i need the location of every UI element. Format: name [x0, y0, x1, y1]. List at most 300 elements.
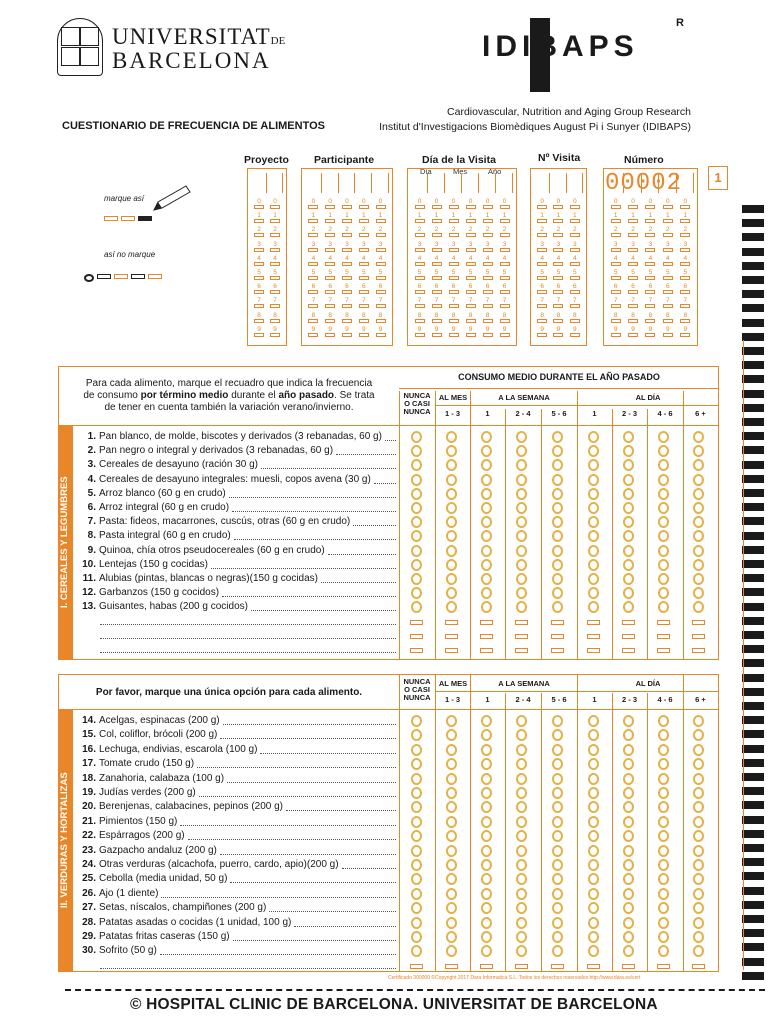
digit-cell[interactable] [499, 199, 511, 209]
digit-cell[interactable] [253, 270, 265, 280]
digit-box[interactable] [611, 262, 621, 266]
digit-cell[interactable] [679, 284, 691, 294]
frequency-bubble[interactable] [588, 773, 599, 785]
frequency-bubble[interactable] [481, 888, 492, 900]
write-in-slot[interactable] [411, 173, 428, 193]
digit-cell[interactable] [307, 242, 319, 252]
digit-box[interactable] [645, 233, 655, 237]
digit-cell[interactable] [679, 227, 691, 237]
frequency-bubble[interactable] [623, 787, 634, 799]
digit-box[interactable] [628, 304, 638, 308]
write-in-slot[interactable] [305, 173, 322, 193]
digit-box[interactable] [663, 290, 673, 294]
frequency-bubble[interactable] [446, 474, 457, 486]
write-in-box[interactable] [410, 648, 423, 653]
digit-box[interactable] [570, 262, 580, 266]
digit-cell[interactable] [536, 270, 548, 280]
frequency-bubble[interactable] [623, 773, 634, 785]
digit-box[interactable] [308, 248, 318, 252]
write-in-box[interactable] [657, 648, 670, 653]
digit-box[interactable] [611, 290, 621, 294]
digit-box[interactable] [500, 248, 510, 252]
frequency-bubble[interactable] [658, 917, 669, 929]
digit-box[interactable] [432, 333, 442, 337]
frequency-bubble[interactable] [446, 917, 457, 929]
frequency-bubble[interactable] [623, 845, 634, 857]
digit-box[interactable] [376, 205, 386, 209]
digit-box[interactable] [611, 319, 621, 323]
digit-cell[interactable] [627, 327, 639, 337]
frequency-bubble[interactable] [516, 888, 527, 900]
digit-cell[interactable] [341, 298, 353, 308]
digit-box[interactable] [570, 276, 580, 280]
digit-cell[interactable] [552, 242, 564, 252]
digit-cell[interactable] [499, 213, 511, 223]
digit-box[interactable] [483, 276, 493, 280]
digit-cell[interactable] [269, 199, 281, 209]
digit-cell[interactable] [269, 213, 281, 223]
frequency-bubble[interactable] [446, 845, 457, 857]
digit-box[interactable] [270, 290, 280, 294]
write-in-box[interactable] [587, 620, 600, 625]
frequency-bubble[interactable] [446, 559, 457, 571]
frequency-bubble[interactable] [588, 502, 599, 514]
digit-box[interactable] [432, 319, 442, 323]
digit-cell[interactable] [431, 242, 443, 252]
digit-cell[interactable] [679, 256, 691, 266]
frequency-bubble[interactable] [516, 474, 527, 486]
frequency-bubble[interactable] [658, 787, 669, 799]
frequency-bubble[interactable] [411, 559, 422, 571]
digit-cell[interactable] [341, 313, 353, 323]
write-in-box[interactable] [480, 648, 493, 653]
digit-cell[interactable] [448, 270, 460, 280]
digit-cell[interactable] [482, 227, 494, 237]
digit-box[interactable] [466, 205, 476, 209]
digit-cell[interactable] [610, 213, 622, 223]
digit-cell[interactable] [269, 256, 281, 266]
frequency-bubble[interactable] [516, 816, 527, 828]
frequency-bubble[interactable] [693, 431, 704, 443]
digit-cell[interactable] [414, 298, 426, 308]
digit-box[interactable] [325, 304, 335, 308]
digit-box[interactable] [553, 262, 563, 266]
digit-box[interactable] [500, 233, 510, 237]
digit-box[interactable] [645, 304, 655, 308]
digit-cell[interactable] [307, 327, 319, 337]
frequency-bubble[interactable] [516, 773, 527, 785]
digit-box[interactable] [415, 333, 425, 337]
digit-box[interactable] [500, 276, 510, 280]
digit-box[interactable] [308, 262, 318, 266]
digit-box[interactable] [500, 304, 510, 308]
digit-cell[interactable] [482, 313, 494, 323]
frequency-bubble[interactable] [446, 573, 457, 585]
frequency-bubble[interactable] [411, 917, 422, 929]
digit-cell[interactable] [358, 284, 370, 294]
frequency-bubble[interactable] [623, 888, 634, 900]
frequency-bubble[interactable] [516, 545, 527, 557]
digit-box[interactable] [611, 333, 621, 337]
digit-box[interactable] [645, 262, 655, 266]
digit-cell[interactable] [679, 213, 691, 223]
digit-box[interactable] [325, 219, 335, 223]
frequency-bubble[interactable] [446, 816, 457, 828]
digit-cell[interactable] [253, 199, 265, 209]
write-in-slot[interactable] [339, 173, 356, 193]
digit-box[interactable] [342, 248, 352, 252]
digit-box[interactable] [308, 333, 318, 337]
digit-cell[interactable] [679, 242, 691, 252]
frequency-bubble[interactable] [693, 931, 704, 943]
digit-cell[interactable] [662, 313, 674, 323]
write-in-box[interactable] [480, 620, 493, 625]
digit-cell[interactable] [644, 256, 656, 266]
digit-cell[interactable] [375, 213, 387, 223]
digit-cell[interactable] [341, 199, 353, 209]
frequency-bubble[interactable] [693, 744, 704, 756]
digit-cell[interactable] [627, 213, 639, 223]
write-in-box[interactable] [692, 648, 705, 653]
digit-box[interactable] [663, 276, 673, 280]
digit-box[interactable] [359, 248, 369, 252]
frequency-bubble[interactable] [552, 573, 563, 585]
digit-cell[interactable] [375, 242, 387, 252]
dia-visita-grid[interactable] [407, 168, 517, 346]
digit-cell[interactable] [569, 313, 581, 323]
digit-cell[interactable] [536, 256, 548, 266]
digit-cell[interactable] [552, 270, 564, 280]
digit-box[interactable] [645, 290, 655, 294]
digit-box[interactable] [483, 233, 493, 237]
digit-box[interactable] [500, 262, 510, 266]
write-in-box[interactable] [657, 634, 670, 639]
digit-box[interactable] [449, 333, 459, 337]
digit-cell[interactable] [644, 227, 656, 237]
frequency-bubble[interactable] [588, 816, 599, 828]
digit-cell[interactable] [269, 313, 281, 323]
digit-box[interactable] [500, 333, 510, 337]
digit-box[interactable] [570, 205, 580, 209]
digit-box[interactable] [537, 248, 547, 252]
write-in-box[interactable] [622, 964, 635, 969]
digit-box[interactable] [449, 319, 459, 323]
write-in-boxes[interactable] [534, 173, 583, 193]
digit-box[interactable] [254, 262, 264, 266]
digit-cell[interactable] [569, 213, 581, 223]
digit-cell[interactable] [341, 284, 353, 294]
digit-cell[interactable] [307, 270, 319, 280]
write-in-slot[interactable] [428, 173, 445, 193]
frequency-bubble[interactable] [658, 474, 669, 486]
digit-box[interactable] [342, 304, 352, 308]
digit-cell[interactable] [341, 256, 353, 266]
digit-box[interactable] [308, 276, 318, 280]
digit-cell[interactable] [482, 213, 494, 223]
frequency-bubble[interactable] [481, 474, 492, 486]
frequency-bubble[interactable] [481, 559, 492, 571]
frequency-bubble[interactable] [588, 715, 599, 727]
digit-box[interactable] [680, 233, 690, 237]
digit-cell[interactable] [324, 242, 336, 252]
frequency-bubble[interactable] [481, 917, 492, 929]
digit-cell[interactable] [569, 327, 581, 337]
frequency-bubble[interactable] [623, 744, 634, 756]
digit-box[interactable] [537, 233, 547, 237]
digit-box[interactable] [308, 319, 318, 323]
digit-cell[interactable] [307, 227, 319, 237]
digit-cell[interactable] [569, 284, 581, 294]
digit-box[interactable] [611, 205, 621, 209]
digit-box[interactable] [254, 304, 264, 308]
frequency-bubble[interactable] [516, 573, 527, 585]
digit-box[interactable] [359, 319, 369, 323]
digit-box[interactable] [415, 205, 425, 209]
write-in-box[interactable] [480, 634, 493, 639]
digit-cell[interactable] [610, 256, 622, 266]
digit-cell[interactable] [358, 270, 370, 280]
digit-cell[interactable] [269, 227, 281, 237]
frequency-bubble[interactable] [446, 488, 457, 500]
digit-cell[interactable] [662, 213, 674, 223]
write-in-slot[interactable] [355, 173, 372, 193]
digit-box[interactable] [270, 304, 280, 308]
digit-box[interactable] [270, 219, 280, 223]
digit-box[interactable] [432, 276, 442, 280]
digit-cell[interactable] [324, 284, 336, 294]
frequency-bubble[interactable] [411, 545, 422, 557]
digit-cell[interactable] [431, 327, 443, 337]
digit-cell[interactable] [569, 256, 581, 266]
digit-box[interactable] [537, 219, 547, 223]
write-in-box[interactable] [410, 620, 423, 625]
digit-cell[interactable] [324, 327, 336, 337]
digit-cell[interactable] [499, 227, 511, 237]
digit-box[interactable] [628, 233, 638, 237]
digit-cell[interactable] [307, 298, 319, 308]
digit-cell[interactable] [662, 298, 674, 308]
write-in-line[interactable] [100, 624, 396, 625]
digit-box[interactable] [466, 219, 476, 223]
digit-cell[interactable] [375, 227, 387, 237]
digit-cell[interactable] [679, 298, 691, 308]
digit-box[interactable] [432, 248, 442, 252]
frequency-bubble[interactable] [552, 917, 563, 929]
frequency-bubble[interactable] [623, 488, 634, 500]
digit-cell[interactable] [414, 213, 426, 223]
digit-cell[interactable] [536, 227, 548, 237]
digit-cell[interactable] [431, 298, 443, 308]
digit-box[interactable] [432, 290, 442, 294]
frequency-bubble[interactable] [481, 502, 492, 514]
digit-box[interactable] [680, 290, 690, 294]
digit-cell[interactable] [627, 284, 639, 294]
digit-cell[interactable] [536, 199, 548, 209]
write-in-box[interactable] [445, 620, 458, 625]
digit-box[interactable] [359, 233, 369, 237]
frequency-bubble[interactable] [693, 715, 704, 727]
digit-cell[interactable] [679, 199, 691, 209]
digit-cell[interactable] [552, 227, 564, 237]
digit-cell[interactable] [269, 242, 281, 252]
frequency-bubble[interactable] [446, 787, 457, 799]
digit-cell[interactable] [662, 199, 674, 209]
digit-cell[interactable] [307, 284, 319, 294]
frequency-bubble[interactable] [446, 744, 457, 756]
num-visita-grid[interactable] [530, 168, 587, 346]
digit-box[interactable] [376, 233, 386, 237]
digit-box[interactable] [342, 205, 352, 209]
digit-box[interactable] [680, 248, 690, 252]
frequency-bubble[interactable] [588, 931, 599, 943]
frequency-bubble[interactable] [516, 917, 527, 929]
digit-box[interactable] [376, 276, 386, 280]
digit-box[interactable] [570, 233, 580, 237]
digit-box[interactable] [325, 333, 335, 337]
digit-cell[interactable] [375, 327, 387, 337]
digit-cell[interactable] [431, 199, 443, 209]
digit-box[interactable] [553, 276, 563, 280]
frequency-bubble[interactable] [588, 559, 599, 571]
digit-box[interactable] [611, 219, 621, 223]
digit-box[interactable] [553, 319, 563, 323]
frequency-bubble[interactable] [658, 431, 669, 443]
frequency-bubble[interactable] [588, 545, 599, 557]
digit-box[interactable] [359, 333, 369, 337]
frequency-bubble[interactable] [658, 931, 669, 943]
write-in-box[interactable] [622, 634, 635, 639]
digit-cell[interactable] [324, 256, 336, 266]
digit-cell[interactable] [324, 199, 336, 209]
digit-box[interactable] [537, 319, 547, 323]
digit-cell[interactable] [341, 242, 353, 252]
digit-cell[interactable] [465, 256, 477, 266]
digit-cell[interactable] [414, 242, 426, 252]
frequency-bubble[interactable] [693, 559, 704, 571]
digit-cell[interactable] [341, 213, 353, 223]
write-in-box[interactable] [410, 634, 423, 639]
digit-box[interactable] [537, 290, 547, 294]
digit-box[interactable] [628, 333, 638, 337]
frequency-bubble[interactable] [552, 559, 563, 571]
write-in-box[interactable] [515, 964, 528, 969]
digit-box[interactable] [432, 205, 442, 209]
digit-cell[interactable] [610, 270, 622, 280]
digit-box[interactable] [254, 319, 264, 323]
digit-box[interactable] [270, 319, 280, 323]
digit-box[interactable] [466, 319, 476, 323]
write-in-slot[interactable] [534, 173, 550, 193]
frequency-bubble[interactable] [446, 773, 457, 785]
digit-box[interactable] [270, 333, 280, 337]
digit-box[interactable] [342, 290, 352, 294]
digit-box[interactable] [415, 248, 425, 252]
digit-box[interactable] [325, 262, 335, 266]
digit-cell[interactable] [644, 284, 656, 294]
digit-box[interactable] [500, 205, 510, 209]
digit-cell[interactable] [482, 327, 494, 337]
digit-box[interactable] [325, 290, 335, 294]
digit-cell[interactable] [324, 227, 336, 237]
digit-box[interactable] [663, 205, 673, 209]
write-in-box[interactable] [480, 964, 493, 969]
write-in-box[interactable] [515, 634, 528, 639]
frequency-bubble[interactable] [658, 773, 669, 785]
digit-box[interactable] [449, 219, 459, 223]
digit-cell[interactable] [375, 256, 387, 266]
write-in-slot[interactable] [251, 173, 267, 193]
digit-box[interactable] [611, 276, 621, 280]
digit-box[interactable] [415, 304, 425, 308]
digit-cell[interactable] [644, 270, 656, 280]
digit-box[interactable] [376, 319, 386, 323]
frequency-bubble[interactable] [516, 787, 527, 799]
frequency-bubble[interactable] [658, 573, 669, 585]
frequency-bubble[interactable] [481, 787, 492, 799]
frequency-bubble[interactable] [693, 773, 704, 785]
digit-cell[interactable] [375, 284, 387, 294]
digit-box[interactable] [415, 219, 425, 223]
digit-cell[interactable] [644, 298, 656, 308]
digit-cell[interactable] [627, 313, 639, 323]
proyecto-grid[interactable] [247, 168, 287, 346]
digit-box[interactable] [483, 248, 493, 252]
frequency-bubble[interactable] [693, 502, 704, 514]
frequency-bubble[interactable] [588, 888, 599, 900]
digit-cell[interactable] [552, 199, 564, 209]
digit-cell[interactable] [552, 313, 564, 323]
digit-cell[interactable] [552, 327, 564, 337]
digit-box[interactable] [254, 248, 264, 252]
digit-box[interactable] [359, 219, 369, 223]
frequency-bubble[interactable] [446, 931, 457, 943]
write-in-slot[interactable] [445, 173, 462, 193]
write-in-box[interactable] [622, 620, 635, 625]
digit-box[interactable] [415, 276, 425, 280]
digit-cell[interactable] [627, 242, 639, 252]
digit-box[interactable] [466, 262, 476, 266]
frequency-bubble[interactable] [693, 859, 704, 871]
frequency-bubble[interactable] [481, 431, 492, 443]
digit-cell[interactable] [569, 298, 581, 308]
digit-cell[interactable] [482, 270, 494, 280]
participante-grid[interactable] [301, 168, 393, 346]
digit-box[interactable] [483, 304, 493, 308]
frequency-bubble[interactable] [411, 859, 422, 871]
digit-cell[interactable] [610, 298, 622, 308]
digit-cell[interactable] [448, 256, 460, 266]
digit-cell[interactable] [536, 313, 548, 323]
digit-box[interactable] [645, 319, 655, 323]
frequency-bubble[interactable] [588, 573, 599, 585]
digit-box[interactable] [570, 290, 580, 294]
digit-box[interactable] [342, 219, 352, 223]
digit-cell[interactable] [414, 270, 426, 280]
frequency-bubble[interactable] [623, 715, 634, 727]
digit-cell[interactable] [644, 199, 656, 209]
digit-cell[interactable] [448, 227, 460, 237]
digit-cell[interactable] [269, 298, 281, 308]
frequency-bubble[interactable] [658, 888, 669, 900]
digit-cell[interactable] [341, 270, 353, 280]
digit-box[interactable] [449, 233, 459, 237]
digit-cell[interactable] [679, 327, 691, 337]
digit-box[interactable] [483, 219, 493, 223]
digit-cell[interactable] [569, 199, 581, 209]
write-in-slot[interactable] [267, 173, 283, 193]
digit-box[interactable] [628, 319, 638, 323]
digit-box[interactable] [308, 304, 318, 308]
